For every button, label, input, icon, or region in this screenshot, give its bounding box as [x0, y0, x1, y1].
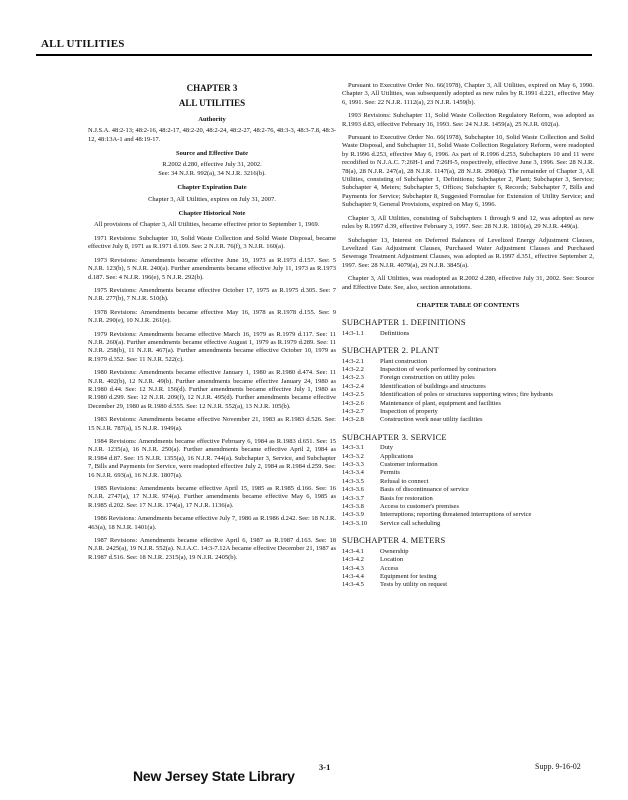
section-title: Tests by utility on request [380, 581, 448, 589]
section-title: Maintenance of plant, equipment and facilities [380, 399, 501, 407]
section-number: 14:3-3.9 [342, 511, 364, 519]
chapter-title: ALL UTILITIES [178, 98, 246, 109]
history-paragraph: Subchapter 13, Interest on Deferred Balances of Levelized Energy Adjustment Clauses, Levelized Gas Adjustment Clauses, Purchased Water Adjustment Clauses and Purchased Sewerage Treatment Adjustment Clauses, was adopted as R.1997 d.351, effective September 2, 1997. See: 28 N.J.R. 4079(a), 29 N.J.R. 3845(a). [342, 236, 594, 269]
section-number: 14:3-2.4 [342, 382, 364, 390]
source-line: See: 34 N.J.R. 992(a), 34 N.J.R. 3216(b). [158, 169, 266, 177]
supplement-date: Supp. 9-16-02 [535, 762, 581, 771]
section-number: 14:3-3.2 [342, 452, 364, 460]
right-column [342, 82, 594, 590]
history-paragraphs-continued [342, 82, 594, 292]
section-number: 14:3-2.7 [342, 408, 364, 415]
library-stamp: New Jersey State Library [133, 768, 295, 784]
section-title: Identification of buildings and structures [380, 382, 486, 390]
history-paragraph: Pursuant to Executive Order No. 66(1978), Chapter 3, All Utilities, expired on May 6, 1990. Chapter 3, All Utilities, was subsequently adopted as new rules by R.1991 d.221, effective May 6, 1991. See: 22 N.J.R. 1112(a), 23 N.J.R. 1459(b). [342, 82, 594, 106]
history-paragraph: 1971 Revisions: Subchapter 10, Solid Waste Collection and Solid Waste Disposal, became effective July 8, 1971 as R.1971 d.109. See: 2 N.J.R. 76(f), 3 N.J.R. 160(a). [88, 234, 336, 251]
section-number: 14:3-2.5 [342, 391, 364, 399]
toc-entry [342, 453, 594, 461]
section-title: Basis for restoration [380, 494, 433, 502]
source-heading: Source and Effective Date [176, 150, 248, 158]
section-number: 14:3-3.4 [342, 469, 364, 477]
section-number: 14:3-2.8 [342, 416, 364, 424]
section-title: Ownership [380, 547, 409, 555]
section-title: Foreign construction on utility poles [380, 374, 475, 382]
section-title: Refusal to connect [380, 477, 429, 485]
authority-text: N.J.S.A. 48:2-13; 48:2-16, 48:2-17, 48:2-20, 48:2-24, 48:2-27, 48:2-76, 48:3-3, 48:3-7.8, 48:3-12, 48:13A-1 and 48:19-17. [88, 127, 336, 143]
section-number: 14:3-4.5 [342, 581, 364, 589]
toc-entry [342, 330, 594, 338]
section-title: Service call scheduling [380, 519, 441, 527]
section-number: 14:3-3.8 [342, 503, 364, 511]
toc-entry [342, 416, 594, 424]
section-title: Duty [380, 444, 393, 452]
subchapter-heading: SUBCHAPTER 4. METERS [342, 535, 446, 546]
section-number: 14:3-2.2 [342, 365, 364, 373]
history-paragraph: All provisions of Chapter 3, All Utilities, became effective prior to September 1, 1969. [94, 221, 320, 229]
subchapter-heading: SUBCHAPTER 2. PLANT [342, 345, 440, 356]
history-heading: Chapter Historical Note [178, 210, 246, 218]
toc-entry [342, 478, 594, 486]
section-number: 14:3-2.3 [342, 374, 364, 382]
section-number: 14:3-4.4 [342, 572, 364, 580]
toc-entry [342, 469, 594, 477]
history-paragraph: Chapter 3, All Utilities, consisting of Subchapters 1 through 9 and 12, was adopted as new rules by R.1997 d.39, effective February 3, 1997. See: 28 N.J.R. 1810(a), 29 N.J.R. 449(a). [342, 214, 594, 231]
section-title: Applications [380, 452, 414, 460]
toc-entry [342, 400, 594, 408]
section-title: Access [380, 564, 399, 572]
table-of-contents [342, 318, 594, 589]
toc-entry [342, 495, 594, 503]
section-title: Location [380, 556, 404, 564]
toc-entry [342, 391, 594, 399]
section-number: 14:3-3.5 [342, 477, 364, 485]
toc-entry [342, 374, 594, 382]
toc-entry [342, 503, 594, 511]
section-title: Customer information [380, 461, 438, 469]
section-title: Interruptions; reporting threatened interruptions of service [380, 511, 532, 519]
toc-title: CHAPTER TABLE OF CONTENTS [416, 301, 520, 309]
toc-entry [342, 573, 594, 581]
toc-entry [342, 486, 594, 494]
history-paragraph: 1985 Revisions: Amendments became effective April 15, 1985 as R.1985 d.166. See: 16 N.J.R. 2747(a), 17 N.J.R. 974(a). Further amendments became effective May 6, 1985 as R.1985 d.202. See: 17 N.J.R. 174(a), 17 N.J.R. 1136(a). [88, 485, 336, 509]
toc-entry [342, 383, 594, 391]
history-paragraph: 1993 Revisions: Subchapter 11, Solid Waste Collection Regulatory Reform, was adopted as R.1993 d.83, effective February 16, 1993. See: 24 N.J.R. 1459(a), 25 N.J.R. 692(a). [342, 112, 594, 128]
toc-entry [342, 548, 594, 556]
history-paragraph: 1984 Revisions: Amendments became effective February 6, 1984 as R.1983 d.651. See: 15 N.J.R. 1235(a), 16 N.J.R. 250(a). Further amendments became effective April 2, 1984 as R.1984 d.87. See: 15 N.J.R. 1355(a), 16 N.J.R. 744(a). Subchapter 3, Service, and Subchapter 7, Bills and Payments for Service, were readopted effective July 2, 1984 as R.1984 d.259. See: 16 N.J.R. 693(a), 16 N.J.R. 1807(a). [88, 438, 336, 479]
history-paragraph: Pursuant to Executive Order No. 66(1978), Subchapter 10, Solid Waste Collection and Solid Waste Disposal, and Subchapter 11, Solid Waste Collection Regulatory Reform, were readopted by R.1996 d.253, effective May 6, 1996. As part of R.1996 d.253, Subchapters 10 and 11 were recodified to N.J.A.C. 7:26H-1 and 7:26H-5, respectively, effective June 3, 1996. See: 28 N.J.R. 78(a), 28 N.J.R. 247(a), 28 N.J.R. 1147(a), 28 N.J.R. 2908(a). The remainder of Chapter 3, All Utilities, consisting of Subchapter 1, Definitions; Subchapter 2, Plant; Subchapter 3, Service; Subchapter 4, Meters; Subchapter 5, Offices; Subchapter 6, Records; Subchapter 7, Bills and Payments for Service; Subchapter 8, Suggested Formulae for Extension of Utility Service; and Subchapter 9, General Provisions, expired on May 6, 1996. [342, 134, 594, 209]
section-title: Inspection of work performed by contractors [380, 365, 497, 373]
expiration-heading: Chapter Expiration Date [177, 184, 247, 192]
toc-entry [342, 408, 594, 416]
authority-heading: Authority [198, 115, 226, 123]
section-title: Basis of discontinuance of service [380, 486, 469, 494]
history-paragraph: 1983 Revisions: Amendments became effective November 21, 1983 as R.1983 d.526. See: 15 N.J.R. 787(a), 15 N.J.R. 1949(a). [88, 416, 336, 432]
page-number: 3-1 [319, 762, 331, 772]
section-number: 14:3-3.7 [342, 494, 364, 502]
chapter-number: CHAPTER 3 [186, 83, 238, 93]
section-title: Inspection of property [380, 408, 438, 415]
section-number: 14:3-2.6 [342, 399, 364, 407]
toc-entry [342, 511, 594, 519]
history-paragraph: 1979 Revisions: Amendments became effective March 16, 1979 as R.1979 d.117. See: 11 N.J.R. 260(a). Further amendments became effective August 1, 1979 as R.1979 d.289. See: 11 N.J.R. 258(b), 11 N.J.R. 467(a). Further amendments became effective October 10, 1979 as R.1979 d.352. See: 11 N.J.R. 522(c). [88, 330, 336, 363]
expiration-text: Chapter 3, All Utilities, expires on July 31, 2007. [148, 195, 276, 203]
section-number: 14:3-3.3 [342, 461, 364, 469]
section-number: 14:3-3.6 [342, 486, 364, 494]
section-title: Construction work near utility facilities [380, 416, 483, 424]
subchapter-heading: SUBCHAPTER 3. SERVICE [342, 431, 447, 442]
source-line: R.2002 d.280, effective July 31, 2002. [162, 161, 262, 169]
section-title: Equipment for testing [380, 572, 437, 580]
history-paragraph: 1987 Revisions: Amendments became effective April 6, 1987 as R.1987 d.163. See: 18 N.J.R. 2425(a), 19 N.J.R. 552(a). N.J.A.C. 14:3-7.12A became effective December 21, 1987 as R.1987 d.516. See: 18 N.J.R. 2315(a), 19 N.J.R. 2405(b). [88, 537, 336, 561]
toc-entry [342, 366, 594, 374]
section-number: 14:3-3.10 [342, 519, 368, 527]
header-rule [36, 54, 592, 56]
section-title: Plant construction [380, 357, 428, 365]
section-number: 14:3-3.1 [342, 444, 364, 452]
section-title: Definitions [380, 329, 410, 337]
toc-entry [342, 358, 594, 366]
toc-entry [342, 520, 594, 528]
section-number: 14:3-1.1 [342, 329, 364, 337]
toc-entry [342, 461, 594, 469]
section-title: Access to customer's premises [380, 503, 459, 511]
subchapter-heading: SUBCHAPTER 1. DEFINITIONS [342, 317, 466, 328]
section-number: 14:3-4.2 [342, 556, 364, 564]
section-number: 14:3-2.1 [342, 357, 364, 365]
section-number: 14:3-4.3 [342, 564, 364, 572]
history-paragraph: 1978 Revisions: Amendments became effective May 16, 1978 as R.1978 d.155. See: 9 N.J.R. 290(e), 10 N.J.R. 261(e). [88, 308, 336, 325]
history-paragraph: Chapter 3, All Utilities, was readopted as R.2002 d.280, effective July 31, 2002. See: Source and Effective Date. See, also, section annotations. [342, 275, 594, 291]
history-paragraph: 1973 Revisions: Amendments became effective June 19, 1973 as R.1973 d.157. See: 5 N.J.R. 123(b), 5 N.J.R. 240(a). Further amendments became effective July 11, 1973 as R.1973 d.187. See: 4 N.J.R. 196(e), 5 N.J.R. 292(b). [88, 256, 336, 281]
section-number: 14:3-4.1 [342, 547, 364, 555]
section-title: Permits [380, 469, 400, 477]
history-paragraph: 1975 Revisions: Amendments became effective October 17, 1975 as R.1975 d.305. See: 7 N.J.R. 277(b), 7 N.J.R. 510(h). [88, 286, 336, 303]
toc-entry [342, 565, 594, 573]
section-title: Identification of poles or structures supporting wires; fire hydrants [380, 391, 553, 399]
toc-entry [342, 581, 594, 589]
history-paragraph: 1986 Revisions: Amendments became effective July 7, 1986 as R.1986 d.242. See: 18 N.J.R. 463(a), 18 N.J.R. 1401(a). [88, 515, 336, 531]
toc-entry [342, 556, 594, 564]
history-paragraph: 1980 Revisions: Amendments became effective January 1, 1980 as R.1980 d.474. See: 11 N.J.R. 402(b), 12 N.J.R. 49(b). Further amendments became effective January 24, 1980 as R.1980 d.44. See: 12 N.J.R. 156(d). Further amendments became effective July 1, 1980 as R.1980 d.299. See: 12 N.J.R. 209(f), 12 N.J.R. 495(d). Further amendments became effective December 29, 1980 as R.1980 d.555. See: 12 N.J.R. 552(a), 13 N.J.R. 105(b). [88, 369, 336, 410]
left-column [88, 82, 336, 567]
history-paragraphs [88, 221, 336, 562]
running-header: ALL UTILITIES [41, 38, 125, 50]
toc-entry [342, 444, 594, 452]
